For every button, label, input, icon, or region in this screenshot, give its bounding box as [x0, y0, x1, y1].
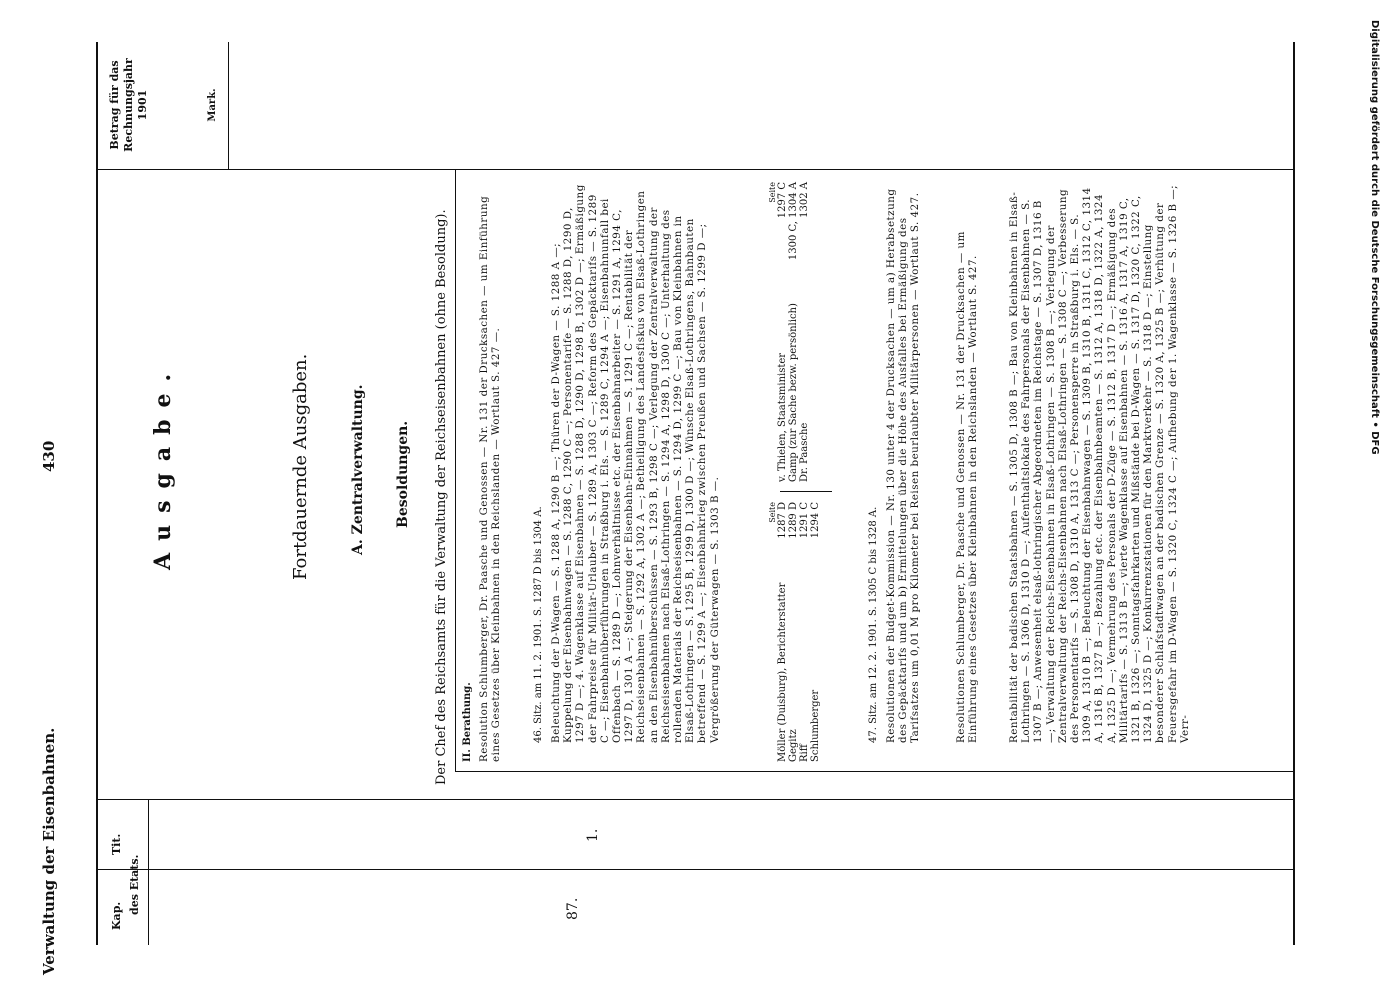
col-sep-kap-tit — [96, 869, 1293, 870]
speaker-row: Gegitz 1289 D — [788, 502, 799, 762]
subtitle: Fortdauernde Ausgaben. — [290, 353, 311, 580]
col-betrag-header: Betrag für das Rechnungsjahr 1901 — [108, 58, 149, 152]
table-top-rule — [96, 42, 98, 945]
col-sep-tit-text — [96, 799, 1293, 800]
item-text: Der Chef des Reichsamts für die Verwaltung der Reichseisenbahnen (ohne Besoldung). — [434, 209, 449, 785]
paragraph-47: Rentabilität der badischen Staatsbahnen — S. 1305 D, 1308 B —; Bau von Kleinbahnen in Elsaß-Lothringen — S. 1306 D, 1310 D —; Aufenthaltslokale des Fahrpersonals der Eisenbahnen — S. 1307 B —; Anwesenheit elsaß-lothringischer Abgeordneten im Reichstage — S. 1307 D, 1316 B —; Verwaltung der Reichs-Eisenbahnen in Elsaß-Lothringen — S. 1308 B —; Verlegung der Zentralverwaltung der Reichs-Eisenbahnen nach Elsaß-Lothringen — S. 1308 C —; Verbesserung des Personentarifs — S. 1308 D, 1310 A, 1313 C —; Personensperre in Straßburg i. Els. — S. 1309 A, 1310 B —; Beleuchtung der Eisenbahnwagen — S. 1309 B, 1310 B, 1311 C, 1312 C, 1314 A, 1316 B, 1327 B —; Bezahlung etc. der Eisenbahnbeamten — S. 1312 A, 1318 D, 1322 A, 1324 A, 1325 D —; Vermehrung des Personals der D-Züge — S. 1312 B, 1317 D —; Ermäßigung des Militärtarifs — S. 1313 B —; vierte Wagenklasse auf Eisenbahnen — S. 1316 A, 1317 A, 1319 C, 1321 B, 1326 —; Sonntagsfahrkarten und Mißstände bei D-Wagen — S. 1317 D, 1320 C, 1322 C, 1324 D, 1325 D —; Konkurrenzstationen für den Marktverkehr — S. 1318 D —; Einstellung besonderer Schlafstadtwagen an der badischen Grenze — S. 1320 A, 1325 B —; Verhütung der Feuersgefahr im D-Wagen — S. 1320 C, 1324 C —; Aufhebung der 1. Wagenklasse — S. 1326 B —; Verr- — [1008, 184, 1191, 743]
sitting-47: 47. Sitz. am 12. 2. 1901. S. 1305 C bis 1328 A. — [868, 506, 879, 743]
section-b: Besoldungen. — [395, 420, 411, 528]
speaker-row: Schlumberger 1294 C — [810, 502, 821, 762]
page-number: 430 — [40, 440, 58, 472]
speaker-row: Gamp (zur Sache bezw. persönlich) 1300 C, 1304 A — [788, 182, 799, 482]
resolution-3: Resolutionen Schlumberger, Dr. Paasche und Genossen — Nr. 131 der Drucksachen — um Einführung eines Gesetzes über Kleinbahnen in den Reichslanden — Wortlaut S. 427. — [955, 231, 980, 743]
resolution-2: Resolutionen der Budget-Kommission — Nr. 130 unter 4 der Drucksachen — um a) Herabsetzung des Gepäcktarifs und um b) Ermittelungen über die Höhe des Ausfalles bei Ermäßigung des Tarifsatzes um 0,01 M pro Kilometer bei Reisen beurlaubter Militärpersonen — Wortlaut S. 427. — [885, 188, 922, 743]
kap-number: 87. — [565, 897, 581, 920]
speaker-row: Möller (Duisburg), Berichterstatter 1287 D — [777, 502, 788, 762]
col-tit-header: Tit. — [110, 833, 123, 855]
beratung-heading: II. Berathung. — [462, 682, 473, 762]
col-etats-header: des Etats. — [128, 854, 141, 915]
header-underline — [148, 800, 149, 945]
speaker-row: Riff 1291 C — [799, 502, 810, 762]
page-title: Ausgabe. — [150, 361, 176, 570]
speaker-row: Dr. Paasche 1302 A — [799, 182, 810, 482]
paragraph-46: Beleuchtung der D-Wagen — S. 1288 A, 1290 B —; Thüren der D-Wagen — S. 1288 A —; Kuppelung der Eisenbahnwagen — S. 1288 C, 1290 C —; Personentarife — S. 1288 D, 1290 D, 1297 D —; 4. Wagenklasse auf Eisenbahnen — S. 1288 D, 1290 D, 1298 B, 1302 D —; Ermäßigung der Fahrpreise für Militär-Urlauber — S. 1289 A, 1303 C —; Reform des Gepäcktarifs — S. 1289 C —; Eisenbahnüberführungen in Straßburg i. Els. — S. 1289 C, 1294 A —; Eisenbahnunfall bei Offenbach — S. 1289 D —; Lohnverhältnisse etc. der Eisenbahnarbeiter — S. 1291 A, 1294 C, 1297 D, 1301 A —; Steigerung der Eisenbahn-Einnahmen — S. 1291 C —; Rentabilität der Reichseisenbahnen — S. 1292 A, 1302 A —; Betheiligung des Landesfiskus von Elsaß-Lothringen an den Eisenbahnüberschüssen — S. 1293 B, 1298 C —; Verlegung der Zentralverwaltung der Reichseisenbahnen nach Elsaß-Lothringen — S. 1294 A, 1298 D, 1300 C —; Unterhaltung des rollenden Materials der Reichseisenbahnen — S. 1294 D, 1299 C —; Bau von Kleinbahnen in Elsaß-Lothringen — S. 1295 B, 1299 D, 1300 D —; Wünsche Elsaß-Lothringens, Bahnbauten betreffend — S. 1299 A —; Eisenbahnkrieg zwischen Preußen und Sachsen — S. 1299 D —; Vergrößerung der Güterwagen — S. 1303 B —. — [550, 184, 721, 743]
speakers-left — [768, 502, 821, 762]
beratung-top-rule — [455, 170, 456, 772]
speakers-right — [768, 182, 810, 482]
seite-label-left: Seite — [768, 502, 777, 523]
seite-label-right: Seite — [768, 182, 777, 203]
col-mark-header: Mark. — [207, 88, 218, 122]
betrag-header-underline — [228, 42, 229, 170]
table-bottom-rule — [1293, 42, 1295, 945]
col-sep-text-betrag — [96, 169, 1293, 170]
section-a: A. Zentralverwaltung. — [350, 384, 366, 555]
resolution-1: Resolution Schlumberger, Dr. Paasche und Genossen — Nr. 131 der Drucksachen — um Einführung eines Gesetzes über Kleinbahnen in den Reichslanden — Wortlaut S. 427 —. — [478, 195, 503, 762]
sitting-46: 46. Sitz. am 11. 2. 1901. S. 1287 D bis 1304 A. — [533, 506, 544, 743]
speaker-row: v. Thielen, Staatsminister 1297 C — [777, 182, 788, 482]
tit-number: 1. — [585, 828, 601, 842]
col-kap-header: Kap. — [110, 901, 123, 930]
speakers-divider — [780, 491, 832, 492]
beratung-left-rule — [455, 771, 1293, 772]
running-title: Verwaltung der Eisenbahnen. — [40, 727, 58, 975]
dfg-margin-note: Digitalisierung gefördert durch die Deutsche Forschungsgemeinschaft • DFG — [1369, 20, 1380, 455]
